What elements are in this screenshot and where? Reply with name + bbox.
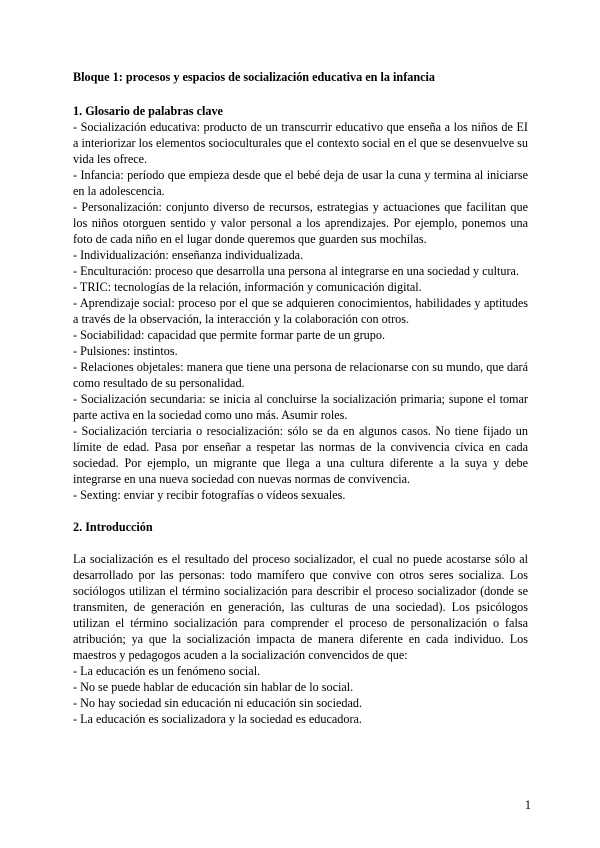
glossary-item: - Individualización: enseñanza individualizada. — [73, 248, 304, 262]
intro-bullet: - La educación es un fenómeno social. — [73, 664, 261, 678]
intro-bullet: - No hay sociedad sin educación ni educación sin sociedad. — [73, 696, 363, 710]
document-title: Bloque 1: procesos y espacios de socialización educativa en la infancia — [73, 70, 436, 84]
glossary-item: - Socialización terciaria o resocialización: sólo se da en algunos casos. No tiene fijado un límite de edad. Pasa por enseñar a respetar las normas de la convivencia cívica en cada sociedad. Por ejemplo, un migrante que llega a una cultura diferente a la suya y debe integrarse en una nueva sociedad con nuevas normas de convivencia. — [73, 424, 528, 486]
glossary-item: - Infancia: período que empieza desde que el bebé deja de usar la cuna y termina al iniciarse en la adolescencia. — [73, 168, 528, 198]
section-glossary — [73, 103, 528, 503]
page-content — [73, 69, 528, 727]
glossary-item: - Personalización: conjunto diverso de recursos, estrategias y actuaciones que facilitan que los niños otorguen sentido y valor personal a los aprendizajes. Por ejemplo, ponemos una foto de cada niño en el lugar donde queremos que guarden sus mochilas. — [73, 200, 528, 246]
glossary-item: - Sexting: enviar y recibir fotografías o vídeos sexuales. — [73, 488, 346, 502]
glossary-item: - Socialización secundaria: se inicia al concluirse la socialización primaria; supone el tomar parte activa en la sociedad como uno más. Asumir roles. — [73, 392, 528, 422]
section-introduction — [73, 519, 528, 727]
glossary-item: - Enculturación: proceso que desarrolla una persona al integrarse en una sociedad y cultura. — [73, 264, 520, 278]
intro-bullet: - La educación es socializadora y la sociedad es educadora. — [73, 712, 362, 726]
glossary-item: - Sociabilidad: capacidad que permite formar parte de un grupo. — [73, 328, 386, 342]
glossary-item: - Aprendizaje social: proceso por el que se adquieren conocimientos, habilidades y aptitudes a través de la observación, la interacción y la colaboración con otros. — [73, 296, 528, 326]
glossary-item: - Relaciones objetales: manera que tiene una persona de relacionarse con su mundo, que dará como resultado de su personalidad. — [73, 360, 528, 390]
glossary-item: - Pulsiones: instintos. — [73, 344, 178, 358]
glossary-item: - Socialización educativa: producto de un transcurrir educativo que enseña a los niños de EI a interiorizar los elementos socioculturales que el contexto social en el que se desenvuelve su vida les ofrece. — [73, 120, 528, 166]
intro-paragraph: La socialización es el resultado del proceso socializador, el cual no puede acostarse sólo al desarrollado por las personas: todo mamífero que convive con otros seres socializa. Los sociólogos utilizan el término socialización para describir el proceso socializador (donde se transmiten, de generación en generación, las culturas de una sociedad). Los psicólogos utilizan el término socialización para comprender el proceso de personalización o falsa atribución; ya que la socialización impacta de manera diferente en cada individuo. Los maestros y pedagogos acuden a la socialización convencidos de que: — [73, 552, 528, 662]
section-heading-glossary: 1. Glosario de palabras clave — [73, 104, 223, 118]
intro-bullet: - No se puede hablar de educación sin hablar de lo social. — [73, 680, 354, 694]
glossary-item: - TRIC: tecnologías de la relación, información y comunicación digital. — [73, 280, 422, 294]
page-number: 1 — [524, 798, 531, 812]
section-heading-introduction: 2. Introducción — [73, 520, 153, 534]
